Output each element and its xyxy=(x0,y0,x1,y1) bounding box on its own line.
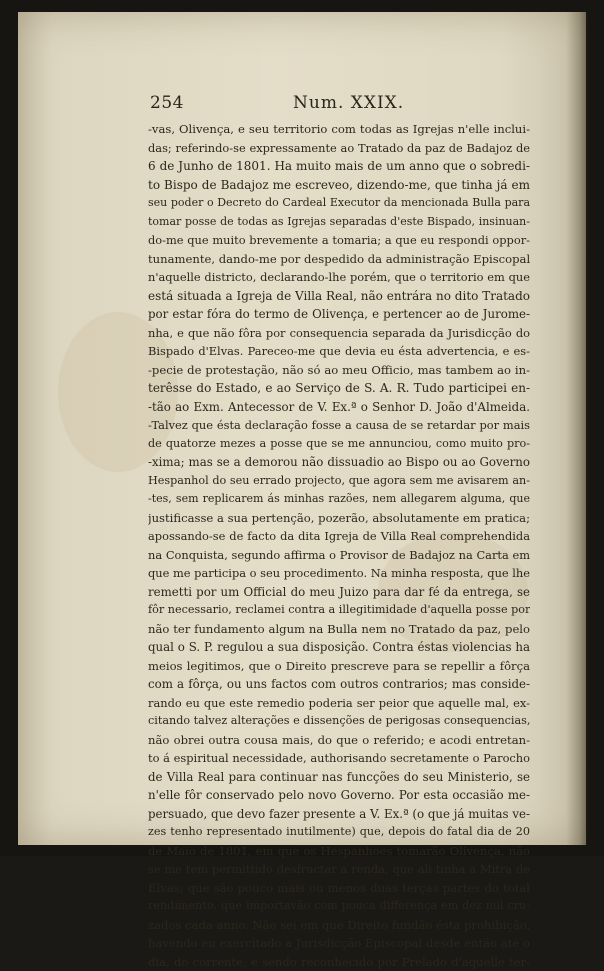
text-line: dia, do corrente, e sendo reconhecido por Prelado d'aquelle ter- xyxy=(148,953,530,971)
text-line: na Conquista, segundo affirma o Provisor de Badajoz na Carta em xyxy=(148,546,530,565)
text-line: n'aquelle districto, declarando-lhe porém, que o territorio em que xyxy=(148,268,530,287)
text-line: -tão ao Exm. Antecessor de V. Ex.ª o Senhor D. João d'Almeida. xyxy=(148,398,530,417)
text-line: to á espiritual necessidade, authorisando secretamente o Parocho xyxy=(148,749,530,768)
text-line: rando eu que este remedio poderia ser peior que aquelle mal, ex- xyxy=(148,694,530,713)
text-line: justificasse a sua pertenção, pozerão, absolutamente em pratica; xyxy=(148,509,530,528)
text-line: de quatorze mezes a posse que se me annunciou, como muito pro- xyxy=(148,435,530,454)
text-line: Hespanhol do seu errado projecto, que agora sem me avisarem an- xyxy=(148,472,530,491)
text-line: está situada a Igreja de Villa Real, não entrára no dito Tratado xyxy=(148,287,530,306)
text-line: -Talvez que ésta declaração fosse a causa de se retardar por mais xyxy=(148,416,530,435)
text-line: Elvas; que são pouco mais ou menos duas terças partes do total xyxy=(148,879,530,898)
text-line: remetti por um Official do meu Juizo para dar fé da entrega, se xyxy=(148,583,530,602)
body-text xyxy=(148,120,530,971)
text-line: citando talvez alterações e dissenções de perigosas consequencias, xyxy=(148,712,530,731)
text-line: de Villa Real para continuar nas funcções do seu Ministerio, se xyxy=(148,768,530,787)
text-line: -xima; mas se a demorou não dissuadio ao Bispo ou ao Governo xyxy=(148,453,530,472)
text-line: de Maio de 1801, em que os Hespanhoes tomarão Olivença, não xyxy=(148,842,530,861)
text-line: zados cada anno. Não sei em que Direito fundão ésta prohibição, xyxy=(148,916,530,935)
text-line: zes tenho representado inutilmente) que, depois do fatal dia de 20 xyxy=(148,823,530,842)
text-line: -pecie de protestação, não só ao meu Officio, mas tambem ao in- xyxy=(148,361,530,380)
text-line: Bispado d'Elvas. Pareceo-me que devia eu ésta advertencia, e es- xyxy=(148,342,530,361)
text-line: nha, e que não fôra por consequencia separada da Jurisdicção do xyxy=(148,324,530,343)
text-line: das; referindo-se expressamente ao Tratado da paz de Badajoz de xyxy=(148,139,530,158)
text-line: -tes, sem replicarem ás minhas razões, nem allegarem alguma, que xyxy=(148,490,530,509)
text-line: qual o S. P. regulou a sua disposição. Contra éstas violencias ha xyxy=(148,638,530,657)
text-line: do-me que muito brevemente a tomaria; a que eu respondi oppor- xyxy=(148,231,530,250)
text-line: meios legitimos, que o Direito prescreve para se repellir a fôrça xyxy=(148,657,530,676)
text-line: tunamente, dando-me por despedido da administração Episcopal xyxy=(148,250,530,269)
text-line: havendo eu exercitado a Jurisdicção Episcopal desde então até o xyxy=(148,934,530,953)
text-line: to Bispo de Badajoz me escreveo, dizendo-me, que tinha já em xyxy=(148,176,530,195)
page-gutter-shadow xyxy=(566,12,588,845)
text-line: -vas, Olivença, e seu territorio com todas as Igrejas n'elle inclui- xyxy=(148,120,530,139)
text-line: apossando-se de facto da dita Igreja de Villa Real comprehendida xyxy=(148,527,530,546)
running-head: Num. XXIX. xyxy=(293,93,404,113)
text-line: tomar posse de todas as Igrejas separadas d'este Bispado, insinuan- xyxy=(148,213,530,232)
text-line: terêsse do Estado, e ao Serviço de S. A. R. Tudo participei en- xyxy=(148,379,530,398)
text-line: n'elle fôr conservado pelo novo Governo. Por esta occasião me- xyxy=(148,786,530,805)
text-line: fôr necessario, reclamei contra a illegitimidade d'aquella posse por xyxy=(148,601,530,620)
text-line: rendimento, que importavão com pouca differença em dez mil cru- xyxy=(148,897,530,916)
text-line: com a fôrça, ou uns factos com outros contrarios; mas conside- xyxy=(148,675,530,694)
text-line: por estar fóra do termo de Olivença, e pertencer ao de Jurome- xyxy=(148,305,530,324)
text-line: não ter fundamento algum na Bulla nem no Tratado da paz, pelo xyxy=(148,620,530,639)
text-line: se me tem permittido desfructar a renda, que ali tinha a Mitra de xyxy=(148,860,530,879)
text-line: que me participa o seu procedimento. Na minha resposta, que lhe xyxy=(148,564,530,583)
text-line: não obrei outra cousa mais, do que o referido; e acodi entretan- xyxy=(148,731,530,750)
page-number: 254 xyxy=(150,93,184,113)
text-line: seu poder o Decreto do Cardeal Executor da mencionada Bulla para xyxy=(148,194,530,213)
text-line: persuado, que devo fazer presente a V. Ex.ª (o que já muitas ve- xyxy=(148,805,530,824)
text-line: 6 de Junho de 1801. Ha muito mais de um anno que o sobredi- xyxy=(148,157,530,176)
page-header xyxy=(150,93,410,115)
